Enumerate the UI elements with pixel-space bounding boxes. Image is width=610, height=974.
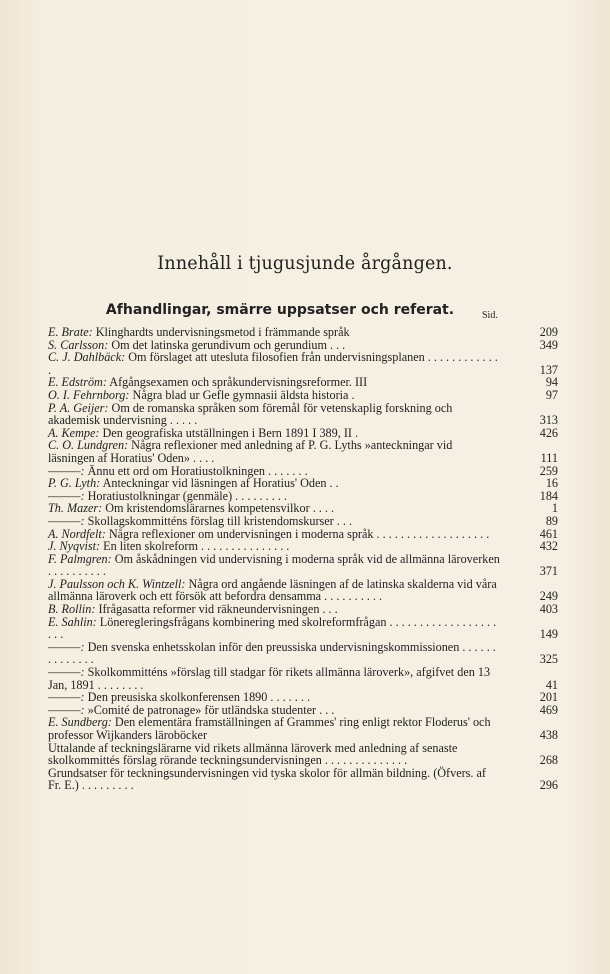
- contents-entry: [48, 666, 558, 691]
- entry-page: 325: [539, 652, 558, 667]
- entry-page: 313: [539, 413, 558, 428]
- entry-title: Om kristendomslärarnes kompetensvilkor . . . .: [105, 501, 335, 516]
- entry-page: 41: [545, 677, 558, 692]
- entry-author: ———:: [48, 690, 85, 705]
- entry-page: 97: [545, 387, 558, 402]
- entry-author: ———:: [48, 463, 85, 478]
- entry-title: Om de romanska språken som föremål för vetenskaplig forskning och akademisk undervisning . . . . .: [48, 400, 453, 428]
- contents-entry: [48, 641, 558, 666]
- entry-page: 349: [539, 337, 558, 352]
- contents-entry: [48, 578, 558, 603]
- entry-author: Th. Mazer:: [48, 501, 103, 516]
- entry-title: »Comité de patronage» för utländska studenter . . .: [87, 702, 335, 717]
- entry-author: ———:: [48, 488, 85, 503]
- entry-page: 16: [545, 476, 558, 491]
- entry-page: 249: [539, 589, 558, 604]
- entry-page: 1: [551, 501, 558, 516]
- entry-title: Skollagskommitténs förslag till kristendomskurser . . .: [87, 513, 353, 528]
- entry-title: Några reflexioner om undervisningen i moderna språk . . . . . . . . . . . . . . . . . . .: [108, 526, 490, 541]
- entry-page: 209: [539, 325, 558, 339]
- entry-page: 403: [539, 602, 558, 617]
- entry-author: F. Palmgren:: [48, 551, 112, 566]
- entry-author: ———:: [48, 513, 85, 528]
- entry-title: Den elementära framställningen af Grammes' ring enligt rektor Floderus' och professor Wijkanders läroböcker: [48, 715, 491, 742]
- entry-title: Grundsatser för teckningsundervisningen vid tyska skolor för allmän bildning. (Öfvers. af Fr. E.) . . . . . . . . .: [48, 765, 486, 793]
- entry-title: Några reflexioner med anledning af P. G. Lyths »anteckningar vid läsningen af Horatius' Oden» . . . .: [48, 438, 453, 465]
- entry-page: 371: [539, 564, 558, 579]
- contents-entry: [48, 616, 558, 641]
- entry-title: Klinghardts undervisningsmetod i främmande språk: [95, 325, 350, 339]
- entry-page: 469: [539, 702, 558, 717]
- entry-author: C. O. Lundgren:: [48, 438, 129, 453]
- entry-page: 149: [539, 627, 558, 642]
- entry-title: Ifrågasatta reformer vid räkneundervisningen . . .: [98, 602, 338, 617]
- entry-page: 268: [539, 753, 558, 768]
- entry-author: E. Sundberg:: [48, 715, 112, 730]
- contents-entry: [48, 742, 558, 767]
- entry-author: E. Edström:: [48, 375, 107, 390]
- contents-entry: [48, 716, 558, 741]
- entry-page: 461: [539, 526, 558, 541]
- entry-title: Horatiustolkningar (genmäle) . . . . . . . . .: [87, 488, 287, 503]
- entry-title: Ännu ett ord om Horatiustolkningen . . . . . . .: [87, 463, 308, 478]
- entry-page: 201: [539, 690, 558, 705]
- entry-page: 259: [539, 463, 558, 478]
- entry-author: A. Nordfelt:: [48, 526, 106, 541]
- entry-page: 432: [539, 539, 558, 554]
- entry-author: S. Carlsson:: [48, 337, 109, 352]
- entry-title: Om förslaget att utesluta filosofien från undervisningsplanen . . . . . . . . . . . . .: [48, 350, 498, 377]
- entry-title: En liten skolreform . . . . . . . . . . . . . . .: [103, 539, 290, 554]
- entry-author: ———:: [48, 702, 85, 717]
- entry-title: Den geografiska utställningen i Bern 1891 I 389, II .: [102, 425, 359, 440]
- entry-page: 89: [545, 513, 558, 528]
- entry-title: Löneregleringsfrågans kombinering med skolreformfrågan . . . . . . . . . . . . . . . . . . . . .: [48, 614, 497, 642]
- entry-author: C. J. Dahlbäck:: [48, 350, 126, 365]
- entry-page: 296: [539, 778, 558, 793]
- entry-author: O. I. Fehrnborg:: [48, 387, 130, 402]
- entry-page: 184: [539, 488, 558, 503]
- entry-author: ———:: [48, 665, 85, 680]
- entry-page: 111: [540, 450, 558, 465]
- entry-title: Den preusiska skolkonferensen 1890 . . . . . . .: [87, 690, 311, 705]
- entry-title: Anteckningar vid läsningen af Horatius' Oden . .: [102, 476, 339, 491]
- section-heading: Afhandlingar, smärre uppsatser och referat.: [105, 302, 455, 318]
- entry-title: Skolkommitténs »förslag till stadgar för rikets allmänna läroverk», afgifvet den 13 Jan, 1891 . . . . . . . .: [48, 665, 491, 692]
- contents-entry: [48, 351, 558, 376]
- entry-author: J. Paulsson och K. Wintzell:: [48, 576, 186, 591]
- entry-title: Om det latinska gerundivum och gerundium . . .: [111, 337, 346, 352]
- entry-author: E. Sahlin:: [48, 614, 97, 629]
- page-title: Innehåll i tjugusjunde årgången.: [157, 252, 453, 274]
- contents-entry: [48, 553, 558, 578]
- entry-title: Några blad ur Gefle gymnasii äldsta historia .: [132, 387, 355, 402]
- entry-author: J. Nyqvist:: [48, 539, 101, 554]
- entry-author: P. A. Geijer:: [48, 400, 109, 415]
- page-column-label: Sid.: [482, 310, 498, 321]
- entry-author: E. Brate:: [48, 325, 93, 339]
- entry-author: A. Kempe:: [48, 425, 100, 440]
- contents-entry: [48, 402, 558, 427]
- contents-list: [48, 326, 558, 792]
- entry-page: 426: [539, 425, 558, 440]
- contents-entry: [48, 767, 558, 792]
- entry-page: 438: [539, 728, 558, 742]
- entry-author: P. G. Lyth:: [48, 476, 101, 491]
- entry-title: Den svenska enhetsskolan inför den preussiska undervisningskommissionen . . . . . . . . . . . . . .: [48, 639, 496, 667]
- contents-entry: [48, 439, 558, 464]
- entry-author: ———:: [48, 639, 85, 654]
- entry-title: Afgångsexamen och språkundervisningsreformer. III: [109, 375, 368, 390]
- entry-title: Om åskådningen vid undervisning i moderna språk vid de allmänna läroverken . . . . . . . . . .: [48, 551, 500, 579]
- entry-title: Uttalande af teckningslärarne vid rikets allmänna läroverk med anledning af senaste skolkommittés förslag rörande teckningsundervisningen . . . . . . . . . . . . . .: [48, 740, 458, 768]
- entry-title: Några ord angående läsningen af de latinska skalderna vid våra allmänna läroverk och ett försök att befordra densamma . . . . . . . . . .: [48, 576, 497, 604]
- entry-author: B. Rollin:: [48, 602, 96, 617]
- entry-page: 94: [545, 375, 558, 390]
- entry-page: 137: [539, 362, 558, 377]
